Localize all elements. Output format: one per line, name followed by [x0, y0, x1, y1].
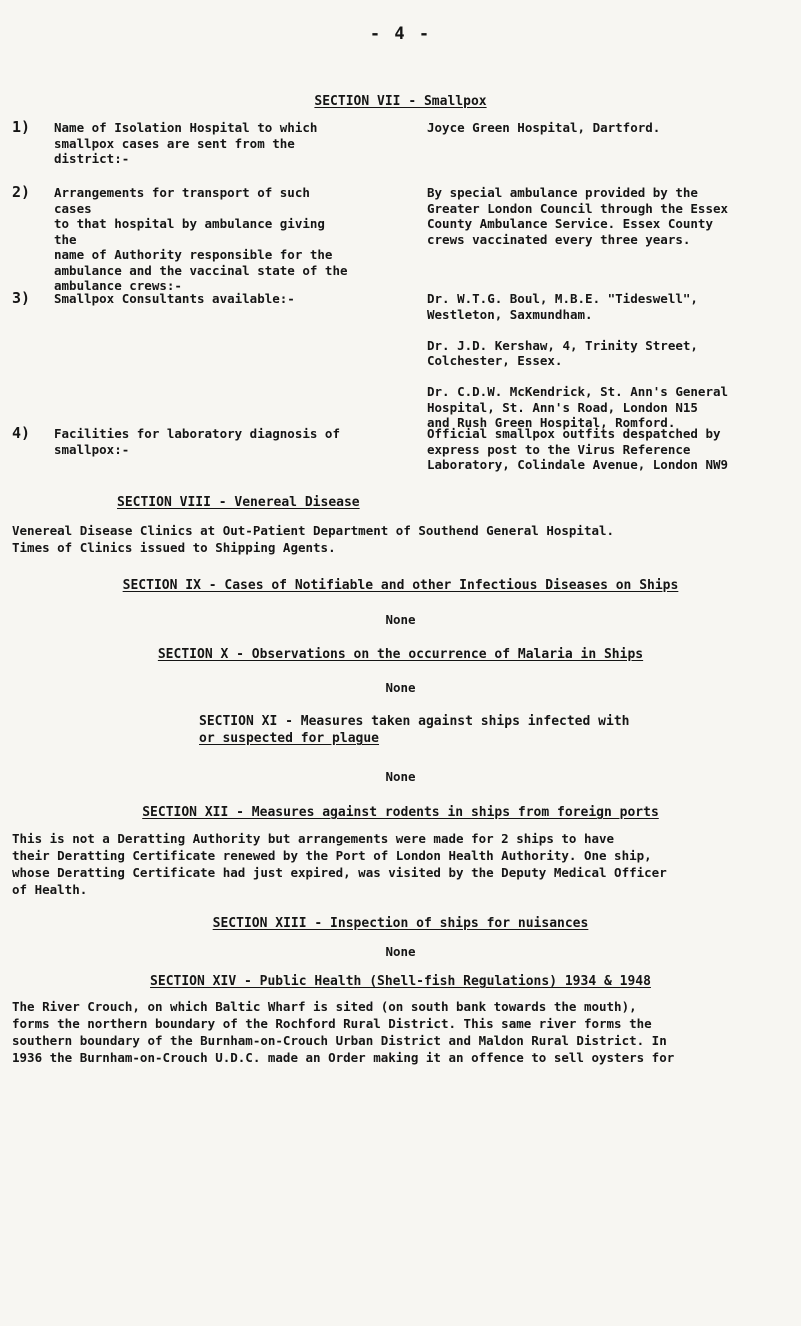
section-14-text: The River Crouch, on which Baltic Wharf is sited (on south bank towards the mouth), forms the northern boundary of the Rochford Rural District. This same river forms the southern boundary of the Burnham-on-Crouch Urban District and Maldon Rural District. In 1936 the Burnham-on-Crouch U.D.C. made an Order making it an offence to sell oysters for — [12, 999, 675, 1065]
section-8-heading-text: SECTION VIII - Venereal Disease — [117, 495, 360, 510]
item-answer: By special ambulance provided by the Greater London Council through the Essex County Ambulance Service. Essex County crews vaccinated every three years. — [427, 185, 729, 247]
section-11-heading-line-2 — [199, 731, 379, 746]
item-question: Smallpox Consultants available:- — [54, 291, 295, 306]
item-answer: Official smallpox outfits despatched by express post to the Virus Reference Laboratory, Colindale Avenue, London NW9 — [427, 426, 729, 472]
item-number: 3) — [12, 289, 31, 307]
section-13-heading-text: SECTION XIII - Inspection of ships for nuisances — [212, 916, 589, 931]
section-8-text: Venereal Disease Clinics at Out-Patient Department of Southend General Hospital. Times of Clinics issued to Shipping Agents. — [12, 523, 615, 555]
page-number: - 4 - — [369, 24, 432, 44]
item-question: Arrangements for transport of such cases to that hospital by ambulance giving the name of Authority responsible for the ambulance and the vaccinal state of the ambulance crews:- — [54, 185, 348, 293]
section-10-heading — [0, 647, 801, 662]
item-answer: Dr. W.T.G. Boul, M.B.E. "Tideswell", Westleton, Saxmundham. Dr. J.D. Kershaw, 4, Trinity Street, Colchester, Essex. Dr. C.D.W. McKendrick, St. Ann's General Hospital, St. Ann's Road, London N15 and Rush Green Hospital, Romford. — [427, 291, 729, 430]
section-13-text: None — [385, 944, 416, 959]
section-12-heading — [0, 805, 801, 820]
item-answer: Joyce Green Hospital, Dartford. — [427, 120, 661, 135]
item-number: 4) — [12, 424, 31, 442]
section-9-text: None — [385, 612, 416, 627]
item-question: Name of Isolation Hospital to which smallpox cases are sent from the district:- — [54, 120, 318, 166]
section-10-heading-text: SECTION X - Observations on the occurrence of Malaria in Ships — [157, 647, 644, 662]
section-12-text: This is not a Deratting Authority but arrangements were made for 2 ships to have their Deratting Certificate renewed by the Port of London Health Authority. One ship, whose Deratting Certificate had just expired, was visited by the Deputy Medical Officer of Health. — [12, 831, 667, 897]
section-12-heading-text: SECTION XII - Measures against rodents in ships from foreign ports — [142, 805, 659, 820]
section-14-heading-text: SECTION XIV - Public Health (Shell-fish Regulations) 1934 & 1948 — [150, 974, 651, 989]
section-7-heading — [0, 94, 801, 109]
section-11-heading-line-1: SECTION XI - Measures taken against ships infected with — [199, 714, 630, 729]
section-14-heading — [0, 974, 801, 989]
item-number: 1) — [12, 118, 31, 136]
section-11-heading-line-2-text: or suspected for plague — [199, 731, 380, 746]
section-10-text: None — [385, 680, 416, 695]
section-7-heading-text: SECTION VII - Smallpox — [314, 94, 487, 109]
section-8-heading — [117, 495, 360, 510]
section-9-heading-text: SECTION IX - Cases of Notifiable and other Infectious Diseases on Ships — [122, 578, 679, 593]
section-13-heading — [0, 916, 801, 931]
section-9-heading — [0, 578, 801, 593]
section-11-text: None — [385, 769, 416, 784]
item-number: 2) — [12, 183, 31, 201]
item-question: Facilities for laboratory diagnosis of smallpox:- — [54, 426, 340, 457]
